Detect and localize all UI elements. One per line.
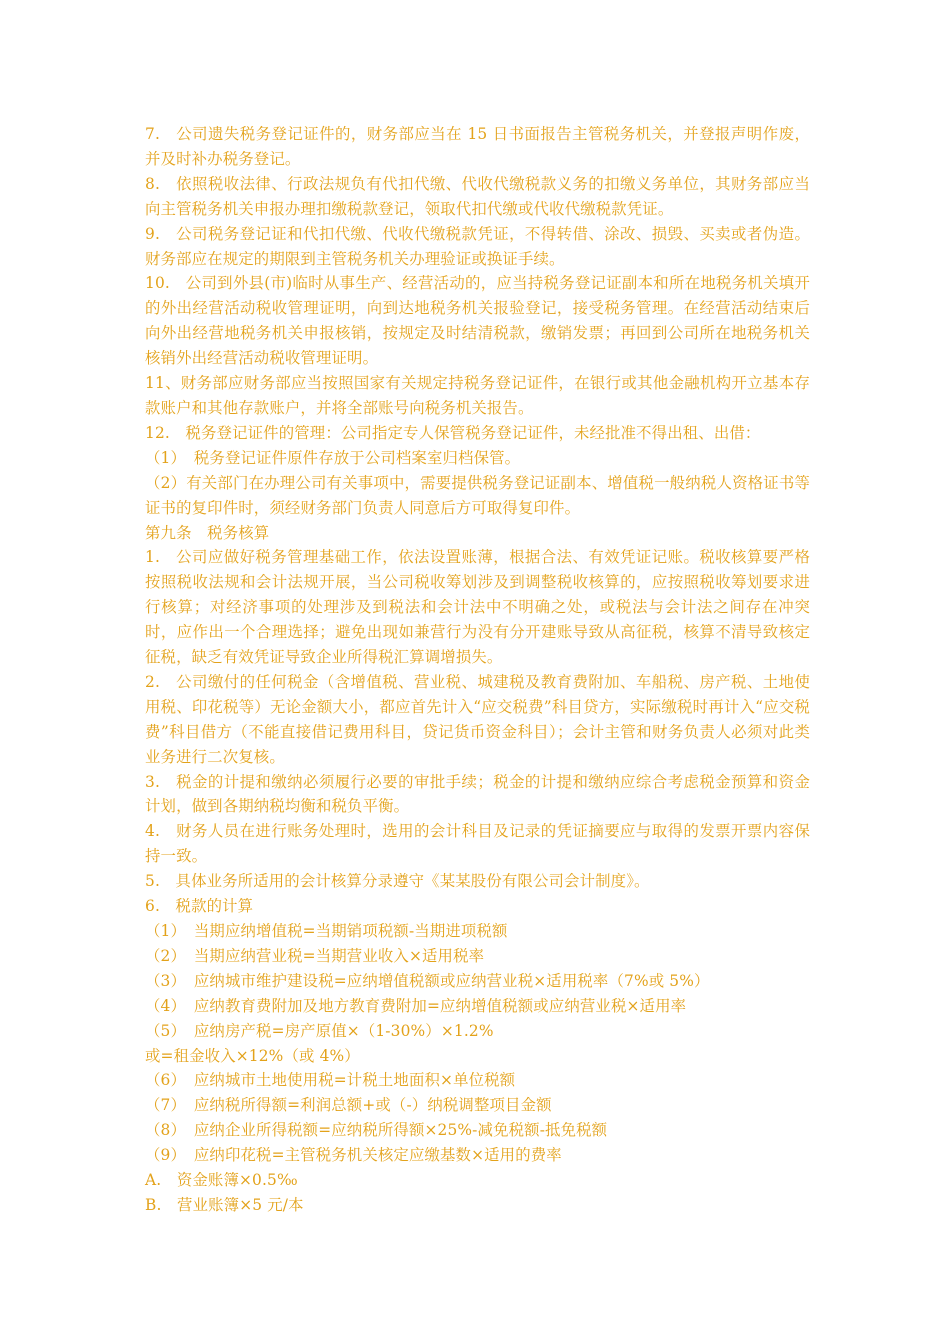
- formula-4: （4） 应纳教育费附加及地方教育费附加=应纳增值税额或应纳营业税×适用率: [145, 996, 687, 1015]
- formula-7: （7） 应纳税所得额=利润总额+或（-）纳税调整项目金额: [145, 1096, 552, 1115]
- formula-2: （2） 当期应纳营业税=当期营业收入×适用税率: [145, 946, 485, 965]
- paragraph-10: 10. 公司到外县(市)临时从事生产、经营活动的，应当持税务登记证副本和所在地税务机关填开的外出经营活动税收管理证明，向到达地税务机关报验登记，接受税务管理。在经营活动结束后向外出经营地税务机关申报核销，按规定及时结清税款，缴销发票；再回到公司所在地税务机关核销外出经营活动税收管理证明。: [145, 274, 810, 368]
- paragraph-9: 9. 公司税务登记证和代扣代缴、代收代缴税款凭证，不得转借、涂改、损毁、买卖或者伪造。财务部应在规定的期限到主管税务机关办理验证或换证手续。: [145, 224, 810, 268]
- formula-6: （6） 应纳城市土地使用税=计税土地面积×单位税额: [145, 1071, 516, 1090]
- document-body: [145, 122, 810, 1218]
- formula-3: （3） 应纳城市维护建设税=应纳增值税额或应纳营业税×适用税率（7%或 5%）: [145, 971, 710, 990]
- formula-5-alt: 或=租金收入×12%（或 4%）: [145, 1046, 360, 1065]
- article-1: 1. 公司应做好税务管理基础工作，依法设置账薄，根据合法、有效凭证记账。税收核算要严格按照税收法规和会计法规开展，当公司税收筹划涉及到调整税收核算的，应按照税收筹划要求进行核算；对经济事项的处理涉及到税法和会计法中不明确之处，或税法与会计法之间存在冲突时，应作出一个合理选择；避免出现如兼营行为没有分开建账导致从高征税，核算不清导致核定征税，缺乏有效凭证导致企业所得税汇算调增损失。: [145, 548, 810, 667]
- paragraph-12-item-2: （2）有关部门在办理公司有关事项中，需要提供税务登记证副本、增值税一般纳税人资格证书等证书的复印件时，须经财务部门负责人同意后方可取得复印件。: [145, 473, 810, 517]
- paragraph-8: 8. 依照税收法律、行政法规负有代扣代缴、代收代缴税款义务的扣缴义务单位，其财务部应当向主管税务机关申报办理扣缴税款登记，领取代扣代缴或代收代缴税款凭证。: [145, 174, 810, 218]
- section-heading: 第九条 税务核算: [145, 523, 270, 542]
- article-4: 4. 财务人员在进行账务处理时，选用的会计科目及记录的凭证摘要应与取得的发票开票内容保持一致。: [145, 822, 810, 866]
- article-6: 6. 税款的计算: [145, 897, 254, 916]
- paragraph-12: 12. 税务登记证件的管理：公司指定专人保管税务登记证件，未经批准不得出租、出借：: [145, 423, 761, 442]
- paragraph-12-item-1: （1） 税务登记证件原件存放于公司档案室归档保管。: [145, 448, 521, 467]
- article-3: 3. 税金的计提和缴纳必须履行必要的审批手续；税金的计提和缴纳应综合考虑税金预算和资金计划，做到各期纳税均衡和税负平衡。: [145, 772, 810, 816]
- formula-5: （5） 应纳房产税=房产原值×（1-30%）×1.2%: [145, 1021, 494, 1040]
- article-2: 2. 公司缴付的任何税金（含增值税、营业税、城建税及教育费附加、车船税、房产税、土地使用税、印花税等）无论金额大小，都应首先计入“应交税费”科目贷方，实际缴税时再计入“应交税费”科目借方（不能直接借记费用科目，贷记货币资金科目）；会计主管和财务负责人必须对此类业务进行二次复核。: [145, 672, 810, 766]
- paragraph-7: 7. 公司遗失税务登记证件的，财务部应当在 15 日书面报告主管税务机关，并登报声明作废，并及时补办税务登记。: [145, 125, 810, 168]
- stamp-tax-item-a: A. 资金账簿×0.5‰: [145, 1171, 298, 1190]
- formula-9: （9） 应纳印花税=主管税务机关核定应缴基数×适用的费率: [145, 1146, 562, 1165]
- stamp-tax-item-b: B. 营业账簿×5 元/本: [145, 1195, 304, 1214]
- formula-1: （1） 当期应纳增值税=当期销项税额-当期进项税额: [145, 922, 508, 940]
- paragraph-11: 11、财务部应财务部应当按照国家有关规定持税务登记证件，在银行或其他金融机构开立基本存款账户和其他存款账户，并将全部账号向税务机关报告。: [145, 374, 810, 417]
- article-5: 5. 具体业务所适用的会计核算分录遵守《某某股份有限公司会计制度》。: [145, 872, 650, 891]
- formula-8: （8） 应纳企业所得税额=应纳税所得额×25%-减免税额-抵免税额: [145, 1121, 608, 1140]
